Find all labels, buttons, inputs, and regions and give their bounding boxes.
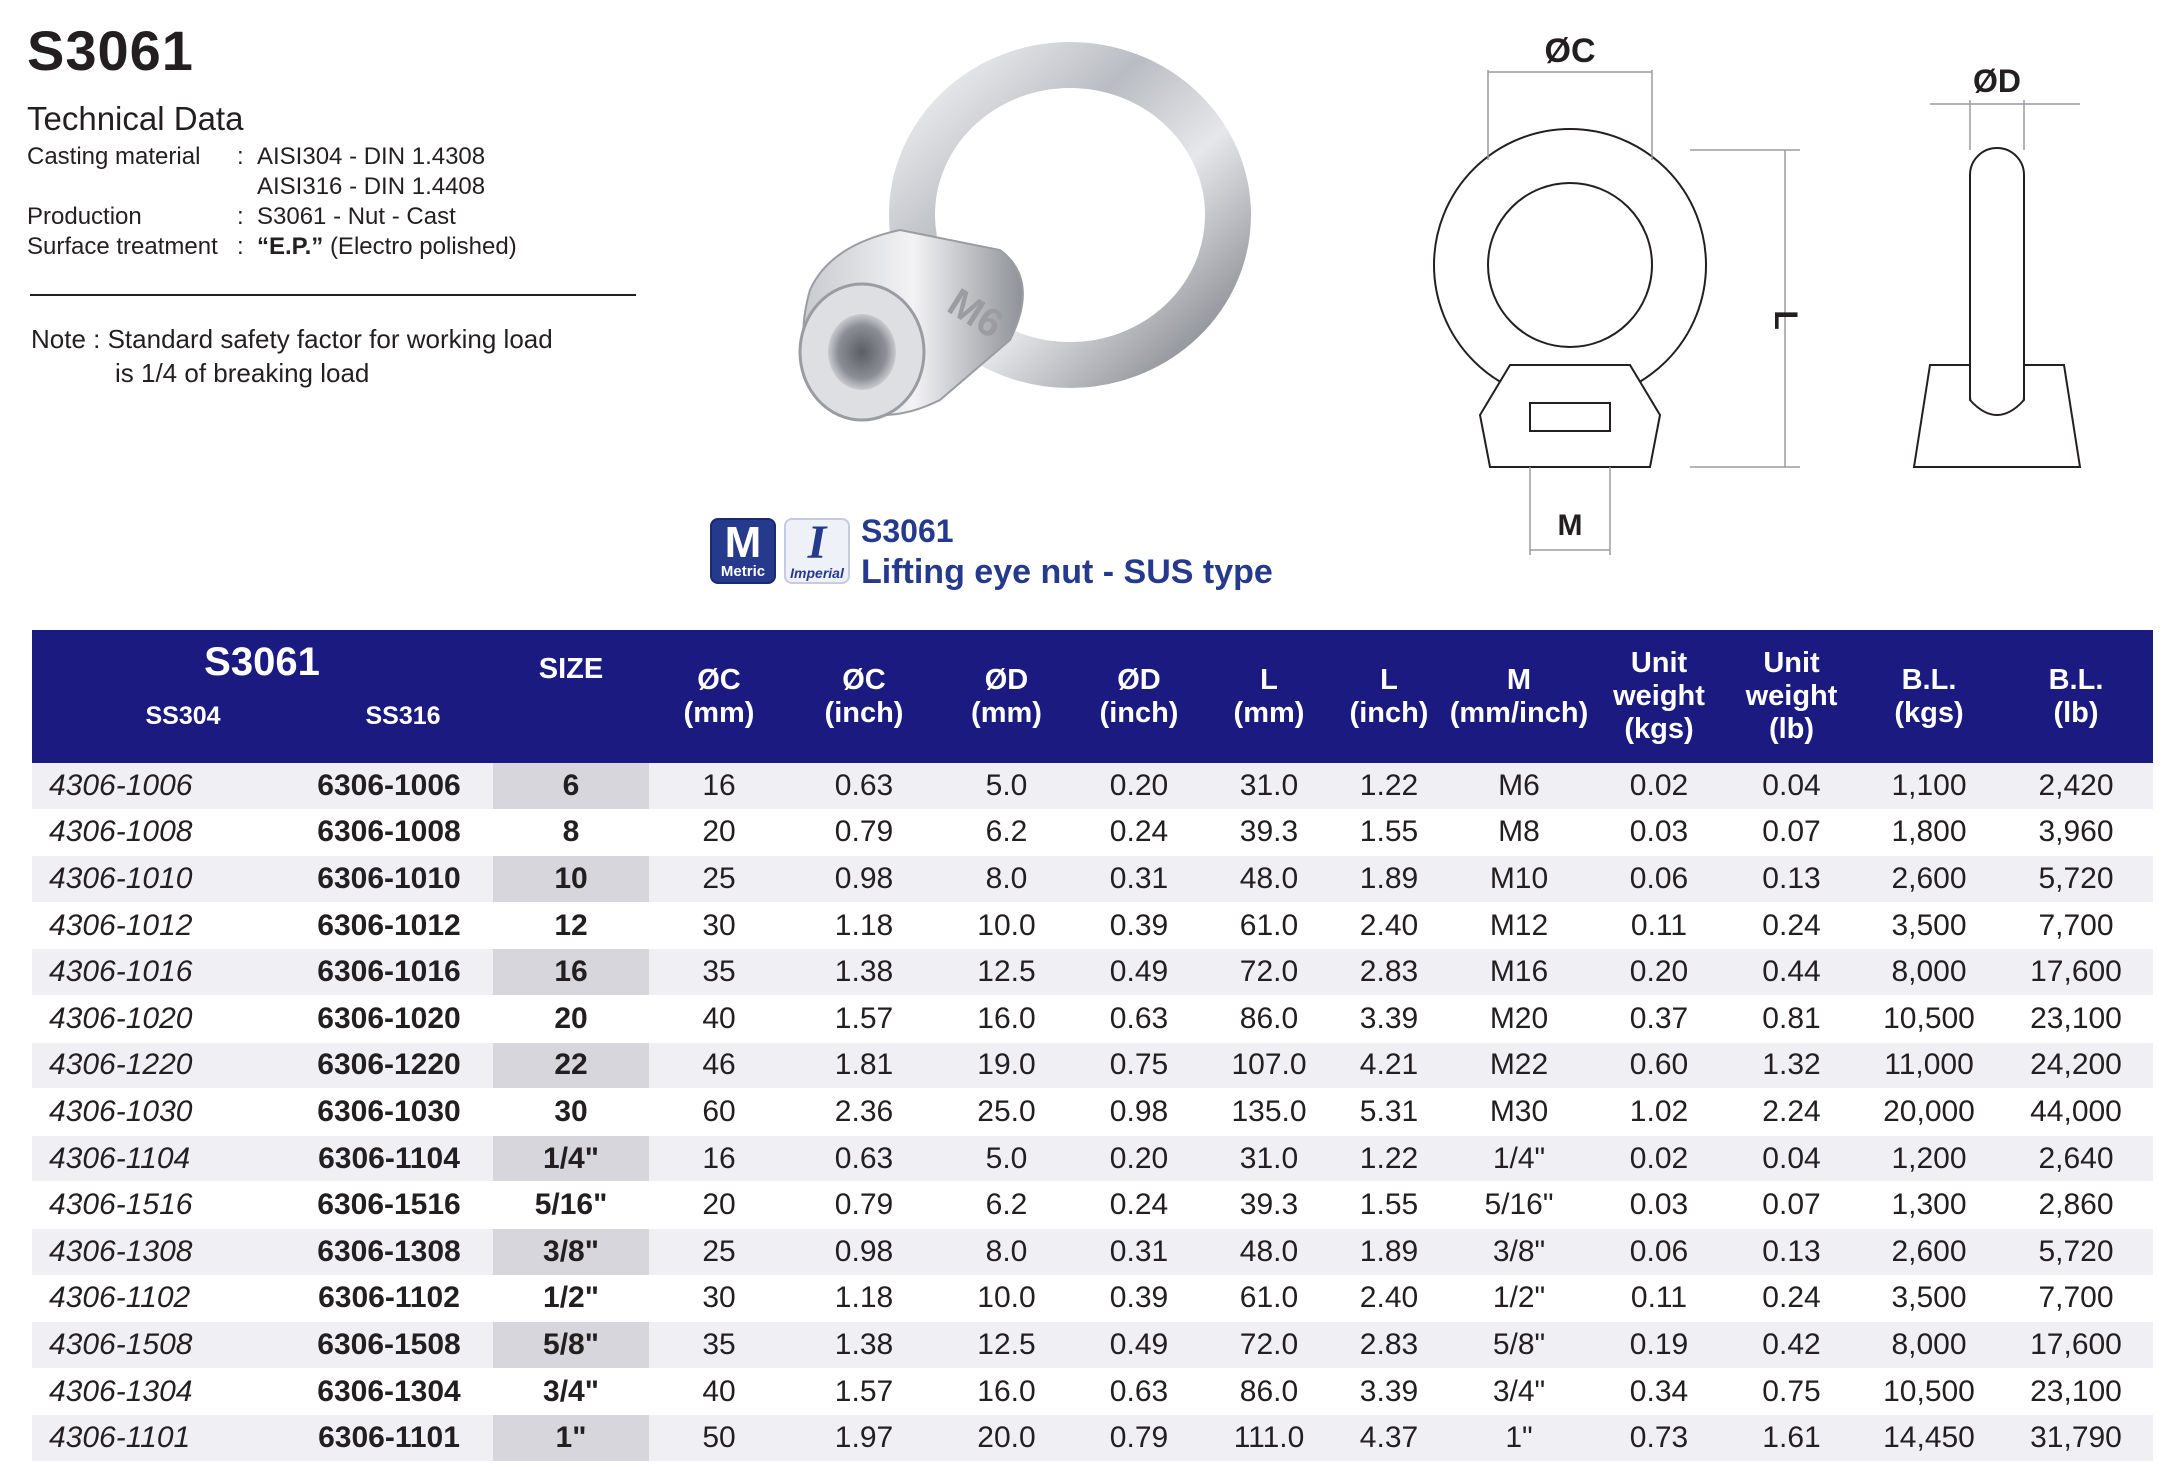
cell-size: 10 xyxy=(493,856,649,902)
metric-badge-letter: M xyxy=(724,517,762,567)
table-row xyxy=(32,1276,2153,1323)
cell-l-mm: 135.0 xyxy=(1231,1094,1307,1128)
cell-c-mm: 60 xyxy=(702,1094,736,1128)
cell-d-inch: 0.63 xyxy=(1109,1374,1169,1408)
cell-bl-lb: 5,720 xyxy=(2038,1234,2114,1268)
product-subtitle xyxy=(861,511,1273,593)
cell-weight-kgs: 0.06 xyxy=(1629,861,1689,895)
cell-c-inch: 0.63 xyxy=(834,768,894,802)
cell-d-mm: 12.5 xyxy=(977,1327,1036,1361)
cell-bl-kgs: 10,500 xyxy=(1883,1001,1975,1035)
tech-row-value: AISI304 - DIN 1.4308 xyxy=(257,143,486,170)
cell-m: 5/8" xyxy=(1492,1327,1546,1361)
cell-l-inch: 1.89 xyxy=(1359,861,1419,895)
cell-c-mm: 16 xyxy=(702,768,736,802)
cell-ss304: 4306-1101 xyxy=(49,1421,191,1455)
cell-ss316: 6306-1010 xyxy=(317,861,461,895)
spec-table xyxy=(32,630,2153,1462)
cell-c-mm: 40 xyxy=(702,1374,736,1408)
cell-bl-kgs: 20,000 xyxy=(1883,1094,1975,1128)
cell-d-mm: 10.0 xyxy=(977,908,1036,942)
cell-ss304: 4306-1020 xyxy=(49,1001,193,1035)
cell-bl-lb: 17,600 xyxy=(2030,955,2122,989)
table-row xyxy=(32,1089,2153,1136)
cell-ss316: 6306-1516 xyxy=(317,1188,461,1222)
table-row xyxy=(32,1369,2153,1416)
cell-c-inch: 0.63 xyxy=(834,1141,894,1175)
cell-c-mm: 35 xyxy=(702,955,736,989)
cell-ss304: 4306-1006 xyxy=(49,768,193,802)
cell-m: M10 xyxy=(1489,861,1549,895)
cell-bl-lb: 2,420 xyxy=(2038,768,2114,802)
cell-ss304: 4306-1104 xyxy=(49,1141,191,1175)
cell-ss316: 6306-1020 xyxy=(317,1001,461,1035)
cell-bl-lb: 24,200 xyxy=(2030,1048,2122,1082)
header-c-mm: ØC (mm) xyxy=(683,663,755,729)
cell-c-inch: 0.79 xyxy=(834,815,894,849)
cell-c-inch: 1.18 xyxy=(834,908,894,942)
cell-weight-kgs: 0.20 xyxy=(1629,955,1689,989)
cell-m: 3/4" xyxy=(1492,1374,1546,1408)
outer-ring-line xyxy=(1434,129,1706,401)
header-group-title: S3061 xyxy=(204,640,320,684)
cell-d-inch: 0.79 xyxy=(1109,1421,1169,1455)
cell-weight-lb: 0.04 xyxy=(1762,1141,1821,1175)
cell-l-inch: 2.83 xyxy=(1359,955,1419,989)
cell-bl-kgs: 14,450 xyxy=(1883,1421,1975,1455)
cell-c-inch: 1.57 xyxy=(834,1374,894,1408)
cell-c-mm: 16 xyxy=(702,1141,736,1175)
cell-l-mm: 72.0 xyxy=(1239,1327,1299,1361)
cell-bl-lb: 44,000 xyxy=(2030,1094,2122,1128)
imperial-badge xyxy=(784,518,850,584)
table-row xyxy=(32,1182,2153,1229)
cell-l-inch: 3.39 xyxy=(1359,1374,1419,1408)
cell-weight-kgs: 1.02 xyxy=(1629,1094,1689,1128)
cell-l-inch: 2.40 xyxy=(1359,1281,1419,1315)
note-line-1: Note : Standard safety factor for working load xyxy=(31,324,553,354)
cell-l-mm: 107.0 xyxy=(1231,1048,1307,1082)
tech-row-value: “E.P.” (Electro polished) xyxy=(257,233,517,260)
cell-ss316: 6306-1030 xyxy=(317,1094,461,1128)
header-bl-kgs: B.L. (kgs) xyxy=(1894,663,1964,729)
header-weight-lb: Unit weight (lb) xyxy=(1745,647,1838,745)
cell-size: 1/2" xyxy=(493,1276,649,1322)
cell-weight-kgs: 0.11 xyxy=(1630,908,1688,942)
cell-bl-kgs: 11,000 xyxy=(1884,1048,1974,1082)
cell-ss304: 4306-1220 xyxy=(49,1048,193,1082)
cell-c-mm: 50 xyxy=(702,1421,736,1455)
cell-c-mm: 25 xyxy=(702,861,736,895)
cell-weight-lb: 0.81 xyxy=(1762,1001,1821,1035)
cell-c-inch: 2.36 xyxy=(834,1094,894,1128)
cell-ss316: 6306-1008 xyxy=(317,815,461,849)
cell-c-inch: 0.98 xyxy=(834,1234,894,1268)
cell-l-mm: 72.0 xyxy=(1239,955,1299,989)
inner-ring-line xyxy=(1488,183,1652,347)
nut-body-line xyxy=(1480,365,1660,467)
cell-l-inch: 4.21 xyxy=(1359,1048,1419,1082)
tech-row-separator xyxy=(237,172,257,202)
cell-ss316: 6306-1101 xyxy=(318,1421,460,1455)
cell-weight-lb: 0.75 xyxy=(1762,1374,1821,1408)
cell-d-inch: 0.98 xyxy=(1109,1094,1169,1128)
cell-d-inch: 0.24 xyxy=(1109,815,1169,849)
cell-l-mm: 48.0 xyxy=(1239,861,1299,895)
header-c-inch: ØC (inch) xyxy=(824,663,904,729)
cell-d-mm: 8.0 xyxy=(985,861,1028,895)
safety-note xyxy=(31,322,553,390)
imperial-badge-text: Imperial xyxy=(790,565,844,581)
cell-bl-kgs: 2,600 xyxy=(1891,1234,1967,1268)
cell-ss316: 6306-1304 xyxy=(317,1374,461,1408)
cell-weight-lb: 0.42 xyxy=(1762,1327,1821,1361)
cell-bl-lb: 7,700 xyxy=(2038,1281,2114,1315)
cell-bl-kgs: 8,000 xyxy=(1891,955,1967,989)
header-d-mm: ØD (mm) xyxy=(971,663,1042,729)
cell-ss316: 6306-1508 xyxy=(317,1327,461,1361)
cell-l-mm: 39.3 xyxy=(1239,815,1299,849)
table-row xyxy=(32,903,2153,950)
table-row xyxy=(32,1415,2153,1462)
cell-bl-lb: 17,600 xyxy=(2030,1327,2122,1361)
table-row xyxy=(32,1136,2153,1183)
cell-d-mm: 25.0 xyxy=(977,1094,1036,1128)
cell-m: 1" xyxy=(1505,1421,1533,1455)
cell-bl-lb: 7,700 xyxy=(2038,908,2114,942)
header-weight-kgs: Unit weight (kgs) xyxy=(1613,647,1705,745)
cell-l-mm: 86.0 xyxy=(1239,1001,1299,1035)
cell-c-mm: 20 xyxy=(702,815,736,849)
cell-d-inch: 0.31 xyxy=(1109,861,1169,895)
cell-m: M30 xyxy=(1489,1094,1549,1128)
cell-l-inch: 3.39 xyxy=(1359,1001,1419,1035)
cell-ss304: 4306-1016 xyxy=(49,955,193,989)
cell-d-inch: 0.75 xyxy=(1109,1048,1169,1082)
tech-row-label: Casting material xyxy=(27,143,201,170)
tech-row-label xyxy=(27,172,237,202)
cell-ss304: 4306-1308 xyxy=(49,1234,193,1268)
cell-m: M8 xyxy=(1498,815,1540,849)
cell-c-inch: 1.81 xyxy=(834,1048,894,1082)
tech-row xyxy=(27,172,647,202)
cell-weight-lb: 0.44 xyxy=(1762,955,1821,989)
cell-bl-kgs: 2,600 xyxy=(1891,861,1967,895)
cell-d-mm: 16.0 xyxy=(977,1374,1036,1408)
header-bl-lb: B.L. (lb) xyxy=(2048,663,2104,729)
cell-weight-lb: 1.61 xyxy=(1762,1421,1821,1455)
cell-size: 12 xyxy=(493,903,649,949)
cell-l-inch: 1.55 xyxy=(1359,815,1419,849)
table-row xyxy=(32,996,2153,1043)
header-m: M (mm/inch) xyxy=(1449,663,1589,729)
cell-d-inch: 0.39 xyxy=(1109,1281,1169,1315)
table-row xyxy=(32,1322,2153,1369)
cell-m: M20 xyxy=(1489,1001,1549,1035)
cell-bl-lb: 31,790 xyxy=(2030,1421,2122,1455)
cell-m: M12 xyxy=(1489,908,1549,942)
table-row xyxy=(32,1043,2153,1090)
cell-weight-lb: 0.04 xyxy=(1762,768,1821,802)
cell-c-mm: 30 xyxy=(702,908,736,942)
note-line-2: is 1/4 of breaking load xyxy=(115,358,370,388)
cell-l-inch: 1.89 xyxy=(1359,1234,1419,1268)
cell-ss304: 4306-1516 xyxy=(49,1188,193,1222)
cell-size: 30 xyxy=(493,1089,649,1135)
imperial-badge-letter: I xyxy=(807,516,827,569)
cell-c-inch: 1.57 xyxy=(834,1001,894,1035)
cell-l-mm: 39.3 xyxy=(1239,1188,1299,1222)
cell-ss316: 6306-1102 xyxy=(318,1281,460,1315)
cell-d-inch: 0.31 xyxy=(1109,1234,1169,1268)
cell-m: 1/4" xyxy=(1492,1141,1546,1175)
cell-ss304: 4306-1010 xyxy=(49,861,193,895)
cell-bl-kgs: 1,100 xyxy=(1891,768,1967,802)
cell-l-inch: 2.40 xyxy=(1359,908,1419,942)
front-drawing xyxy=(1400,20,1820,570)
cell-l-inch: 1.55 xyxy=(1359,1188,1419,1222)
cell-m: 1/2" xyxy=(1492,1281,1546,1315)
table-row xyxy=(32,763,2153,810)
cell-l-mm: 111.0 xyxy=(1233,1421,1305,1455)
dim-m-label: M xyxy=(1557,509,1583,542)
cell-size: 1/4" xyxy=(493,1136,649,1182)
cell-bl-lb: 3,960 xyxy=(2038,815,2114,849)
cell-size: 3/8" xyxy=(493,1229,649,1275)
cell-d-mm: 5.0 xyxy=(985,1141,1028,1175)
cell-l-mm: 31.0 xyxy=(1239,768,1299,802)
cell-c-inch: 0.98 xyxy=(834,861,894,895)
cell-size: 5/16" xyxy=(493,1182,649,1228)
product-code: S3061 xyxy=(861,513,954,549)
cell-weight-lb: 0.24 xyxy=(1762,1281,1821,1315)
cell-d-inch: 0.49 xyxy=(1109,955,1169,989)
cell-weight-lb: 0.13 xyxy=(1762,1234,1821,1268)
cell-l-inch: 4.37 xyxy=(1359,1421,1419,1455)
cell-bl-lb: 5,720 xyxy=(2038,861,2114,895)
cell-size: 3/4" xyxy=(493,1369,649,1415)
metric-badge xyxy=(710,518,776,584)
cell-l-inch: 1.22 xyxy=(1359,768,1419,802)
page-title: S3061 xyxy=(27,19,194,82)
cell-bl-kgs: 1,800 xyxy=(1891,815,1967,849)
cell-c-mm: 46 xyxy=(702,1048,736,1082)
cell-d-mm: 12.5 xyxy=(977,955,1036,989)
header-size: SIZE xyxy=(538,652,604,685)
cell-c-mm: 35 xyxy=(702,1327,736,1361)
cell-d-mm: 19.0 xyxy=(977,1048,1036,1082)
cell-c-mm: 20 xyxy=(702,1188,736,1222)
cell-weight-lb: 0.07 xyxy=(1762,1188,1821,1222)
cell-ss316: 6306-1104 xyxy=(318,1141,460,1175)
cell-weight-kgs: 0.02 xyxy=(1629,1141,1689,1175)
thread-hole-shape xyxy=(828,314,896,390)
cell-size: 8 xyxy=(493,810,649,856)
cell-ss316: 6306-1016 xyxy=(317,955,461,989)
cell-d-inch: 0.20 xyxy=(1109,768,1169,802)
tech-row-separator: : xyxy=(237,233,244,260)
cell-size: 22 xyxy=(493,1043,649,1089)
cell-l-inch: 5.31 xyxy=(1359,1094,1419,1128)
tech-row-value: S3061 - Nut - Cast xyxy=(257,203,456,230)
cell-weight-kgs: 0.06 xyxy=(1629,1234,1689,1268)
cell-bl-kgs: 3,500 xyxy=(1891,908,1967,942)
metric-badge-text: Metric xyxy=(720,562,766,580)
cell-bl-lb: 23,100 xyxy=(2030,1374,2122,1408)
cell-size: 5/8" xyxy=(493,1322,649,1368)
cell-weight-lb: 1.32 xyxy=(1762,1048,1821,1082)
tech-row-label: Production xyxy=(27,203,142,230)
table-row xyxy=(32,856,2153,903)
cell-l-mm: 31.0 xyxy=(1239,1141,1299,1175)
cell-c-inch: 1.38 xyxy=(834,1327,894,1361)
cell-weight-lb: 0.13 xyxy=(1762,861,1821,895)
cell-m: M6 xyxy=(1498,768,1540,802)
cell-weight-kgs: 0.37 xyxy=(1629,1001,1689,1035)
cell-ss304: 4306-1030 xyxy=(49,1094,193,1128)
header-group-s3061 xyxy=(32,630,492,763)
tech-row xyxy=(27,232,647,262)
cell-size: 6 xyxy=(493,763,649,809)
technical-data-heading: Technical Data xyxy=(27,100,244,137)
header-l-inch: L (inch) xyxy=(1349,663,1429,729)
cell-c-mm: 30 xyxy=(702,1281,736,1315)
header-d-inch: ØD (inch) xyxy=(1099,663,1179,729)
cell-m: M22 xyxy=(1489,1048,1549,1082)
unit-badges xyxy=(710,518,850,584)
cell-weight-kgs: 0.02 xyxy=(1629,768,1689,802)
cell-bl-kgs: 8,000 xyxy=(1891,1327,1967,1361)
cell-weight-kgs: 0.03 xyxy=(1629,1188,1689,1222)
cell-size: 16 xyxy=(493,949,649,995)
cell-d-inch: 0.20 xyxy=(1109,1141,1169,1175)
cell-c-inch: 1.38 xyxy=(834,955,894,989)
header-l-mm: L (mm) xyxy=(1233,663,1305,729)
cell-bl-kgs: 1,200 xyxy=(1891,1141,1967,1175)
cell-l-mm: 61.0 xyxy=(1239,1281,1299,1315)
cell-weight-kgs: 0.03 xyxy=(1629,815,1689,849)
cell-ss316: 6306-1012 xyxy=(317,908,461,942)
cell-m: 5/16" xyxy=(1484,1188,1554,1222)
cell-m: M16 xyxy=(1489,955,1549,989)
cell-ss316: 6306-1308 xyxy=(317,1234,461,1268)
cell-d-inch: 0.49 xyxy=(1109,1327,1169,1361)
cell-l-inch: 1.22 xyxy=(1359,1141,1419,1175)
cell-d-mm: 8.0 xyxy=(985,1234,1028,1268)
cell-size: 20 xyxy=(493,996,649,1042)
table-body xyxy=(32,763,2153,1462)
cell-d-mm: 6.2 xyxy=(985,815,1028,849)
cell-size: 1" xyxy=(493,1415,649,1461)
side-ring-line xyxy=(1970,148,2024,423)
tech-row-label: Surface treatment xyxy=(27,233,218,260)
side-body-line xyxy=(1914,365,2080,467)
cell-d-inch: 0.39 xyxy=(1109,908,1169,942)
tech-row-separator: : xyxy=(237,143,244,170)
tech-row-separator: : xyxy=(237,203,244,230)
cell-m: 3/8" xyxy=(1492,1234,1546,1268)
tech-row-value: AISI316 - DIN 1.4408 xyxy=(257,173,486,200)
cell-c-mm: 25 xyxy=(702,1234,736,1268)
tech-row xyxy=(27,142,647,172)
cell-weight-kgs: 0.11 xyxy=(1630,1281,1688,1315)
cell-ss304: 4306-1304 xyxy=(49,1374,193,1408)
cell-weight-kgs: 0.73 xyxy=(1629,1421,1689,1455)
cell-ss316: 6306-1220 xyxy=(317,1048,461,1082)
cell-l-mm: 61.0 xyxy=(1239,908,1299,942)
cell-ss304: 4306-1008 xyxy=(49,815,193,849)
table-row xyxy=(32,1229,2153,1276)
photo-stamp: M6 xyxy=(940,280,1011,348)
table-row xyxy=(32,949,2153,996)
cell-l-mm: 86.0 xyxy=(1239,1374,1299,1408)
table-row xyxy=(32,810,2153,857)
header-ss304: SS304 xyxy=(145,702,221,730)
divider xyxy=(30,294,636,296)
cell-bl-lb: 2,860 xyxy=(2038,1188,2114,1222)
cell-weight-lb: 2.24 xyxy=(1762,1094,1821,1128)
cell-ss304: 4306-1012 xyxy=(49,908,193,942)
cell-ss316: 6306-1006 xyxy=(317,768,461,802)
cell-weight-kgs: 0.34 xyxy=(1629,1374,1689,1408)
cell-d-mm: 16.0 xyxy=(977,1001,1036,1035)
cell-d-mm: 5.0 xyxy=(985,768,1028,802)
dim-l-label: L xyxy=(1768,310,1804,330)
cell-bl-lb: 2,640 xyxy=(2038,1141,2114,1175)
cell-d-inch: 0.24 xyxy=(1109,1188,1169,1222)
header-ss316: SS316 xyxy=(365,702,441,730)
cell-d-mm: 10.0 xyxy=(977,1281,1036,1315)
product-photo xyxy=(770,40,1290,480)
cell-bl-kgs: 3,500 xyxy=(1891,1281,1967,1315)
cell-ss304: 4306-1508 xyxy=(49,1327,193,1361)
tech-row xyxy=(27,202,647,232)
cell-d-inch: 0.63 xyxy=(1109,1001,1169,1035)
cell-d-mm: 20.0 xyxy=(977,1421,1036,1455)
side-drawing xyxy=(1880,20,2100,490)
table-header xyxy=(32,630,2153,763)
cell-bl-kgs: 1,300 xyxy=(1891,1188,1967,1222)
cell-ss304: 4306-1102 xyxy=(49,1281,191,1315)
cell-c-inch: 1.97 xyxy=(834,1421,894,1455)
cell-l-inch: 2.83 xyxy=(1359,1327,1419,1361)
cell-c-inch: 1.18 xyxy=(834,1281,894,1315)
cell-weight-kgs: 0.60 xyxy=(1629,1048,1689,1082)
cell-weight-kgs: 0.19 xyxy=(1629,1327,1689,1361)
cell-bl-kgs: 10,500 xyxy=(1883,1374,1975,1408)
dim-d-label: ØD xyxy=(1973,63,2021,99)
cell-weight-lb: 0.07 xyxy=(1762,815,1821,849)
cell-l-mm: 48.0 xyxy=(1239,1234,1299,1268)
cell-c-inch: 0.79 xyxy=(834,1188,894,1222)
dim-c-label: ØC xyxy=(1544,32,1596,70)
technical-data xyxy=(27,100,647,262)
cell-c-mm: 40 xyxy=(702,1001,736,1035)
product-name: Lifting eye nut - SUS type xyxy=(861,553,1273,591)
cell-weight-lb: 0.24 xyxy=(1762,908,1821,942)
cell-bl-lb: 23,100 xyxy=(2030,1001,2122,1035)
cell-d-mm: 6.2 xyxy=(985,1188,1028,1222)
